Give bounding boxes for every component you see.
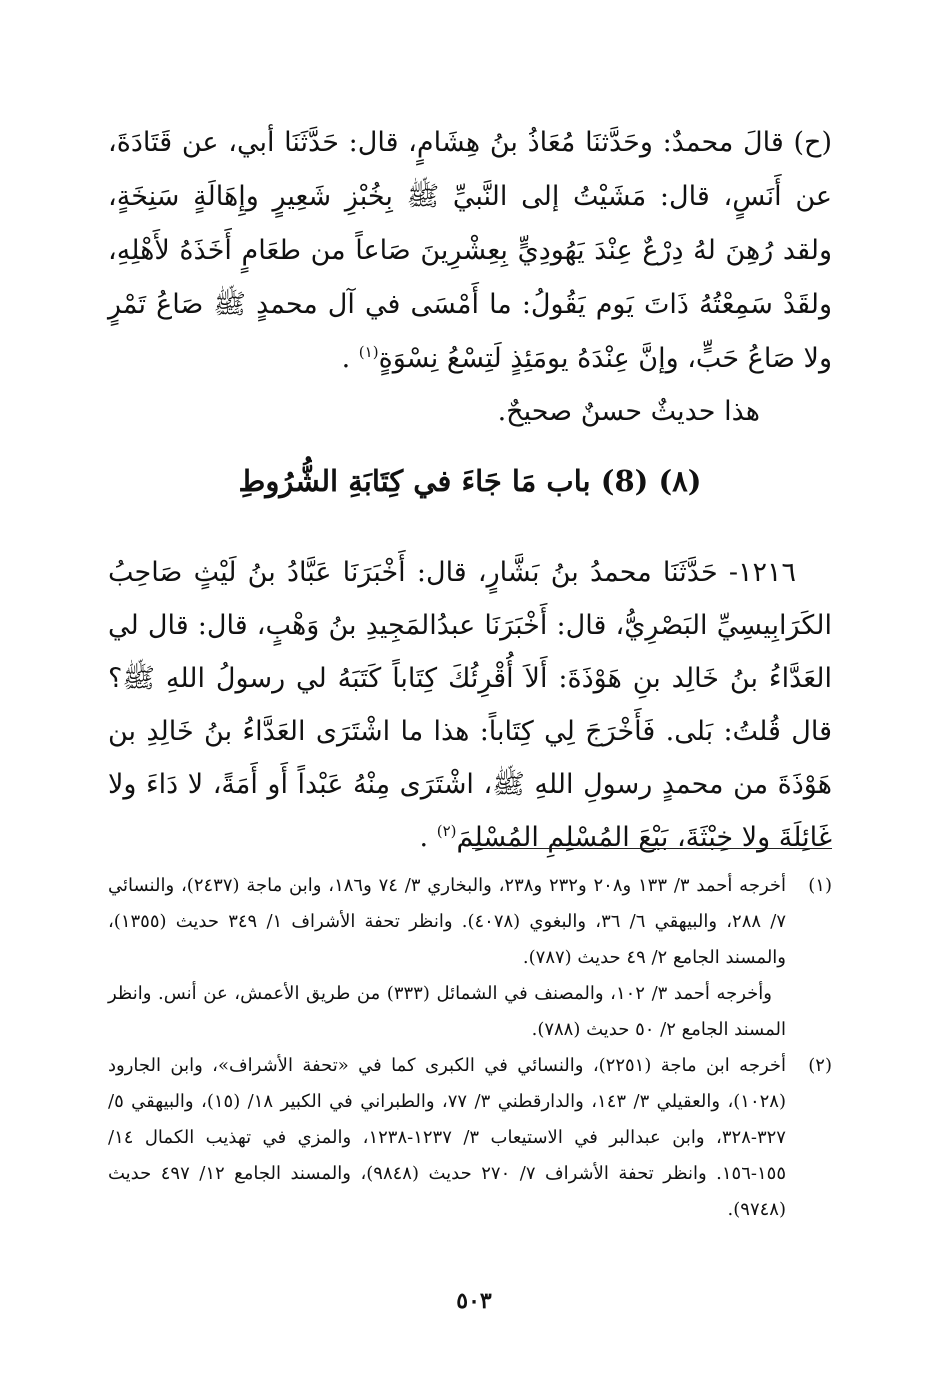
footnote-2-text: أخرجه ابن ماجة (٢٢٥١)، والنسائي في الكبرى كما في «تحفة الأشراف»، وابن الجارود (١٠٢٨)، والعقيلي ٣/ ١٤٣، والدارقطني ٣/ ٧٧، والطبراني في الكبير ١٨/ (١٥)، والبيهقي ٥/ ٣٢٧-٣٢٨، وابن عبدالبر في الاستيعاب ٣/ ١٢٣٧-١٢٣٨، والمزي في تهذيب الكمال ١٤/ ١٥٥-١٥٦. وانظر تحفة الأشراف ٧/ ٢٧٠ حديث (٩٨٤٨)، والمسند الجامع ١٢/ ٤٩٧ حديث (٩٧٤٨). — [108, 1055, 787, 1220]
footnotes — [108, 868, 832, 1228]
footnote-2-number: (٢) — [808, 1055, 832, 1076]
hadith-verdict: هذا حديثٌ حسنٌ صحيحٌ. — [497, 396, 760, 427]
hadith-1216-end: . — [419, 822, 437, 853]
footnote-separator — [472, 848, 832, 849]
hadith-1216 — [108, 546, 832, 864]
paragraph-end: . — [341, 343, 359, 374]
footnote-1-continuation: وأخرجه أحمد ٣/ ١٠٢، والمصنف في الشمائل (٣٣٣) من طريق الأعمش، عن أنس. وانظر المسند الجامع ٢/ ٥٠ حديث (٧٨٨). — [108, 983, 786, 1040]
footnote-ref-2: (٢) — [436, 822, 457, 840]
page-number: ٥٠٣ — [456, 1288, 492, 1314]
main-text-block — [108, 116, 832, 386]
footnote-ref-1: (١) — [358, 343, 379, 361]
hadith-1216-text: ١٢١٦- حَدَّثَنَا محمدُ بنُ بَشَّارٍ، قال: أَخْبَرَنَا عَبَّادُ بنُ لَيْثٍ صَاحِبُ الكَرَابِيسِيِّ البَصْرِيُّ، قال: أَخْبَرَنَا عبدُالمَجِيدِ بنُ وَهْبٍ، قال: قال لي العَدَّاءُ بنُ خَالِد بنِ هَوْذَةَ: أَلاَ أُقْرِئُكَ كِتَاباً كَتَبَهُ لي رسولُ اللهِ ﷺ؟ قال قُلتُ: بَلى. فَأَخْرَجَ لِي كِتَاباً: هذا ما اشْتَرَى العَدَّاءُ بنُ خَالِدِ بن هَوْذَةَ من محمدٍ رسولِ اللهِ ﷺ، اشْتَرَى مِنْهُ عَبْداً أَو أَمَةً، لا دَاءَ ولا غَائِلَةَ ولا خِبْثَةَ، بَيْعَ المُسْلِمِ المُسْلِمَ — [108, 557, 832, 853]
chapter-title: (٨) (8) باب مَا جَاءَ في كِتَابَةِ الشُّرُوطِ — [238, 464, 702, 498]
footnote-1-text: أخرجه أحمد ٣/ ١٣٣ و٢٠٨ و٢٣٢ و٢٣٨، والبخاري ٣/ ٧٤ و١٨٦، وابن ماجة (٢٤٣٧)، والنسائي ٧/ ٢٨٨، والبيهقي ٦/ ٣٦، والبغوي (٤٠٧٨). وانظر تحفة الأشراف ١/ ٣٤٩ حديث (١٣٥٥)، والمسند الجامع ٢/ ٤٩ حديث (٧٨٧). — [108, 875, 787, 968]
footnote-2 — [108, 1048, 832, 1228]
hadith-text: (ح) قالَ محمدٌ: وحَدَّثنَا مُعَاذُ بنُ هِشَامٍ، قال: حَدَّثَنَا أبي، عن قَتَادَةَ، عن أَنَسٍ، قال: مَشَيْتُ إلى النَّبيِّ ﷺ بِخُبْزِ شَعِيرٍ وإِهَالَةٍ سَنِخَةٍ، ولقد رُهِنَ لهُ دِرْعٌ عِنْدَ يَهُودِيٍّ بِعِشْرِينَ صَاعاً من طعَامٍ أَخَذَهُ لأَهْلِهِ، ولقَدْ سَمِعْتُهُ ذَاتَ يَوم يَقُولُ: ما أَمْسَى في آل محمدٍ ﷺ صَاعُ تَمْرٍ ولا صَاعُ حَبٍّ، وإنَّ عِنْدَهُ يومَئِذٍ لَتِسْعُ نِسْوَةٍ — [108, 127, 832, 374]
footnote-1 — [108, 868, 832, 976]
footnote-1-number: (١) — [808, 875, 832, 896]
hadith-paragraph — [108, 116, 832, 386]
